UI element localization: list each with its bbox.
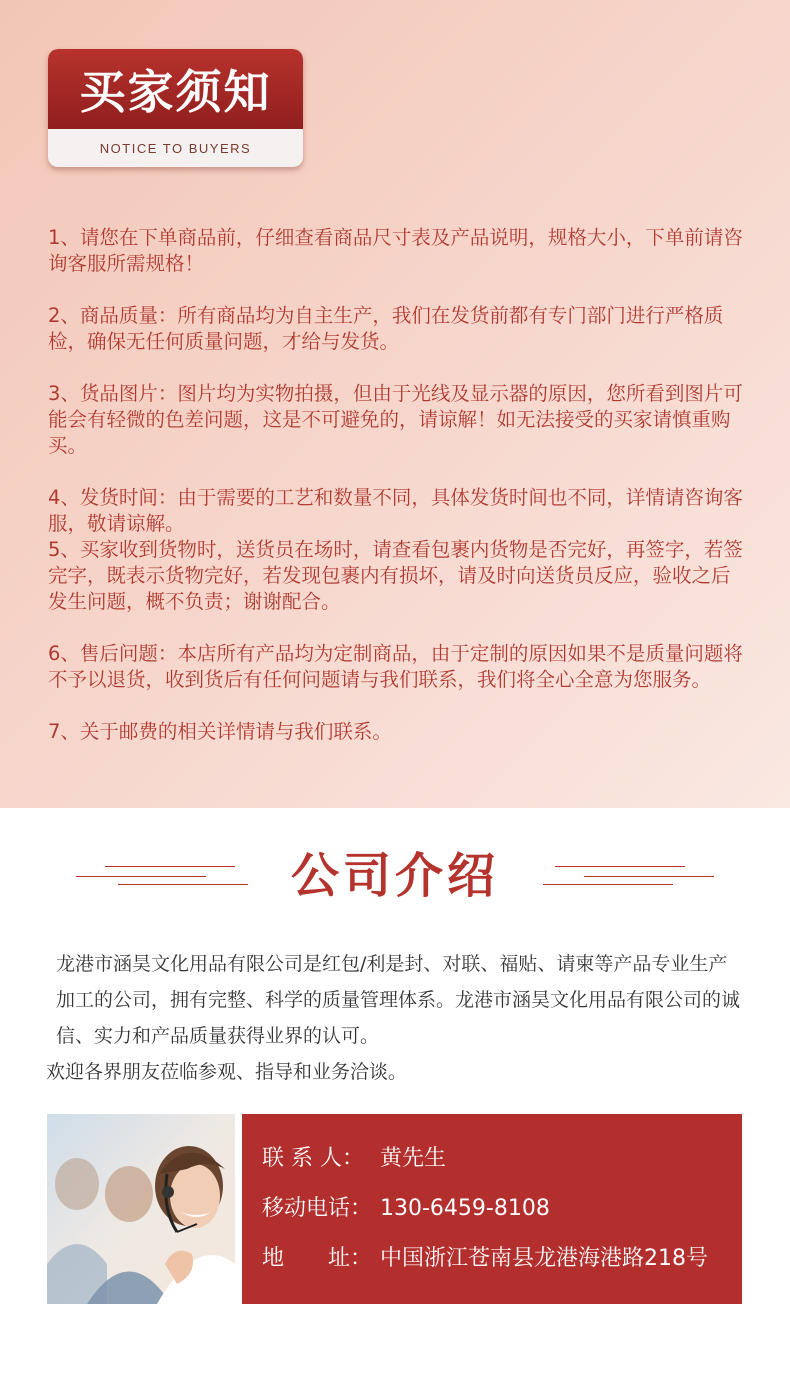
notice-item-6: 6、售后问题：本店所有产品均为定制商品，由于定制的原因如果不是质量问题将不予以退货，收到货后有任何问题请与我们联系，我们将全心全意为您服务。: [48, 642, 743, 691]
company-welcome: 欢迎各界朋友莅临参观、指导和业务洽谈。: [46, 1061, 408, 1083]
notice-item-2: 2、商品质量：所有商品均为自主生产，我们在发货前都有专门部门进行严格质检，确保无任何质量问题，才给与发货。: [48, 304, 724, 353]
contact-address-label: 地 址：: [262, 1246, 373, 1271]
company-title: 公司介绍: [290, 848, 499, 904]
left-divider-line: [105, 866, 235, 867]
notice-subtitle: NOTICE TO BUYERS: [99, 140, 252, 156]
right-divider-line: [555, 866, 685, 867]
right-divider-line: [543, 884, 673, 885]
notice-badge-header: [48, 49, 303, 129]
company-paragraph: 龙港市涵昊文化用品有限公司是红包/利是封、对联、福贴、请柬等产品专业生产加工的公司，拥有完整、科学的质量管理体系。龙港市涵昊文化用品有限公司的诚信、实力和产品质量获得业界的认可。: [56, 953, 741, 1047]
customer-service-photo: [47, 1114, 235, 1304]
contact-phone-label: 移动电话：: [262, 1196, 373, 1221]
left-divider-line: [76, 876, 206, 877]
notice-list: [48, 225, 748, 745]
contact-phone-row: [262, 1194, 550, 1224]
notice-item-5: 5、买家收到货物时，送货员在场时，请查看包裹内货物是否完好，再签字，若签完字，既表示货物完好，若发现包裹内有损坏，请及时向送货员反应，验收之后发生问题，概不负责；谢谢配合。: [48, 538, 743, 613]
notice-item-1: 1、请您在下单商品前，仔细查看商品尺寸表及产品说明，规格大小，下单前请咨询客服所需规格！: [48, 226, 743, 275]
contact-address-row: [262, 1244, 708, 1274]
company-header: [0, 840, 790, 920]
notice-title: 买家须知: [79, 65, 272, 119]
notice-item-4: 4、发货时间：由于需要的工艺和数量不同，具体发货时间也不同，详情请咨询客服，敬请谅解。: [48, 486, 743, 535]
contact-address-value: 中国浙江苍南县龙港海港路218号: [380, 1246, 708, 1271]
contact-phone-value[interactable]: 130-6459-8108: [380, 1196, 550, 1221]
notice-badge: [48, 49, 303, 167]
notice-item-3: 3、货品图片：图片均为实物拍摄，但由于光线及显示器的原因，您所看到图片可能会有轻微的色差问题，这是不可避免的，请谅解！如无法接受的买家请慎重购买。: [48, 382, 743, 457]
notice-item-7: 7、关于邮费的相关详情请与我们联系。: [48, 720, 392, 743]
company-description: [46, 946, 746, 1090]
customer-service-illustration: [47, 1114, 235, 1304]
contact-person-label: 联 系 人：: [262, 1146, 364, 1171]
contact-person-row: [262, 1144, 446, 1174]
contact-info-box: [242, 1114, 742, 1304]
right-divider-line: [584, 876, 714, 877]
contact-person-value: 黄先生: [380, 1146, 447, 1171]
left-divider-line: [118, 884, 248, 885]
